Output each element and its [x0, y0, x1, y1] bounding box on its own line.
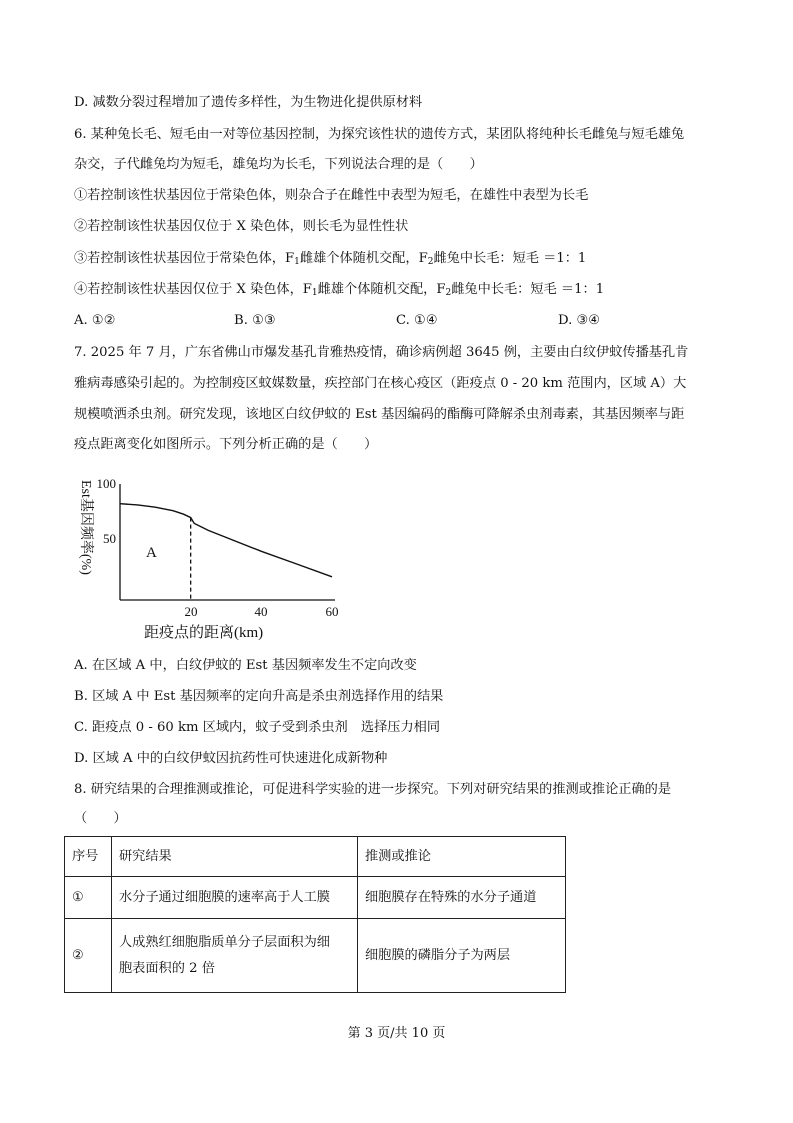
q6-option-d[interactable]: D. ③④ — [558, 313, 601, 328]
table-cell-result: 水分子通过细胞膜的速率高于人工膜 — [112, 877, 358, 919]
q6-options — [74, 313, 724, 331]
table-cell-no: ① — [65, 877, 112, 919]
q7-option-a[interactable]: A. 在区域 A 中，白纹伊蚊的 Est 基因频率发生不定向改变 — [74, 658, 417, 673]
x-tick-20: 20 — [184, 604, 198, 619]
est-frequency-chart — [60, 470, 360, 645]
q8-stem-line2: （ ） — [74, 811, 127, 826]
page-footer: 第 3 页/共 10 页 — [347, 1026, 446, 1041]
q5-option-d: D. 减数分裂过程增加了遗传多样性，为生物进化提供原材料 — [74, 95, 423, 110]
q7-stem-line2: 雅病毒感染引起的。为控制疫区蚊媒数量，疾控部门在核心疫区（距疫点 0 - 20 km 范围内，区域 A）大 — [74, 376, 687, 391]
q7-stem-line4: 疫点距离变化如图所示。下列分析正确的是（ ） — [74, 437, 378, 452]
q6-statement-3: ③若控制该性状基因位于常染色体，$F_1$雌雄个体随机交配，$F_2$雌兔中长毛：短毛 ＝1：1 — [74, 251, 587, 267]
q6-option-c[interactable]: C. ①④ — [396, 313, 438, 328]
table-header-row — [65, 837, 566, 877]
q6-stem-line1: 6. 某种兔长毛、短毛由一对等位基因控制，为探究该性状的遗传方式，某团队将纯种长毛雌兔与短毛雄兔 — [74, 127, 685, 142]
table-cell-inference: 细胞膜的磷脂分子为两层 — [358, 919, 566, 993]
q7-stem-line1: 7. 2025 年 7 月，广东省佛山市爆发基孔肯雅热疫情，确诊病例超 3645 例，主要由白纹伊蚊传播基孔肯 — [74, 345, 689, 360]
q7-stem-line3: 规模喷洒杀虫剂。研究发现，该地区白纹伊蚊的 Est 基因编码的酯酶可降解杀虫剂毒素，其基因频率与距 — [74, 407, 685, 422]
chart-region-label: A — [146, 545, 157, 561]
table-cell-no: ② — [65, 919, 112, 993]
chart-ylabel: Est基因频率(%) — [78, 480, 93, 575]
q8-table — [64, 836, 566, 993]
q8-stem-line1: 8. 研究结果的合理推测或推论，可促进科学实验的进一步探究。下列对研究结果的推测或推论正确的是 — [74, 782, 672, 797]
q7-option-d[interactable]: D. 区域 A 中的白纹伊蚊因抗药性可快速进化成新物种 — [74, 751, 388, 766]
q6-statement-4: ④若控制该性状基因仅位于 X 染色体，$F_1$雌雄个体随机交配，$F_2$雌兔中长毛：短毛 ＝1：1 — [74, 282, 605, 298]
chart-xlabel: 距疫点的距离(km) — [144, 625, 264, 641]
table-row — [65, 877, 566, 919]
y-tick-100: 100 — [96, 476, 116, 491]
y-tick-50: 50 — [103, 531, 116, 546]
est-frequency-curve — [120, 504, 332, 577]
table-cell-result: 人成熟红细胞脂质单分子层面积为细 胞表面积的 2 倍 — [112, 919, 358, 993]
table-header-result: 研究结果 — [112, 837, 358, 877]
q7-option-c[interactable]: C. 距疫点 0 - 60 km 区域内，蚊子受到杀虫剂 选择压力相同 — [74, 720, 441, 735]
table-header-no: 序号 — [65, 837, 112, 877]
q6-option-b[interactable]: B. ①③ — [234, 313, 276, 328]
q6-option-a[interactable]: A. ①② — [74, 313, 116, 328]
x-tick-60: 60 — [325, 604, 339, 619]
table-row — [65, 919, 566, 993]
q6-statement-1: ①若控制该性状基因位于常染色体，则杂合子在雌性中表型为短毛，在雄性中表型为长毛 — [74, 188, 589, 203]
q6-statement-2: ②若控制该性状基因仅位于 X 染色体，则长毛为显性性状 — [74, 219, 409, 234]
table-cell-inference: 细胞膜存在特殊的水分子通道 — [358, 877, 566, 919]
table-header-inference: 推测或推论 — [358, 837, 566, 877]
q7-option-b[interactable]: B. 区域 A 中 Est 基因频率的定向升高是杀虫剂选择作用的结果 — [74, 689, 444, 704]
q6-stem-line2: 杂交，子代雌兔均为短毛，雄兔均为长毛，下列说法合理的是（ ） — [74, 157, 483, 172]
x-tick-40: 40 — [254, 604, 268, 619]
